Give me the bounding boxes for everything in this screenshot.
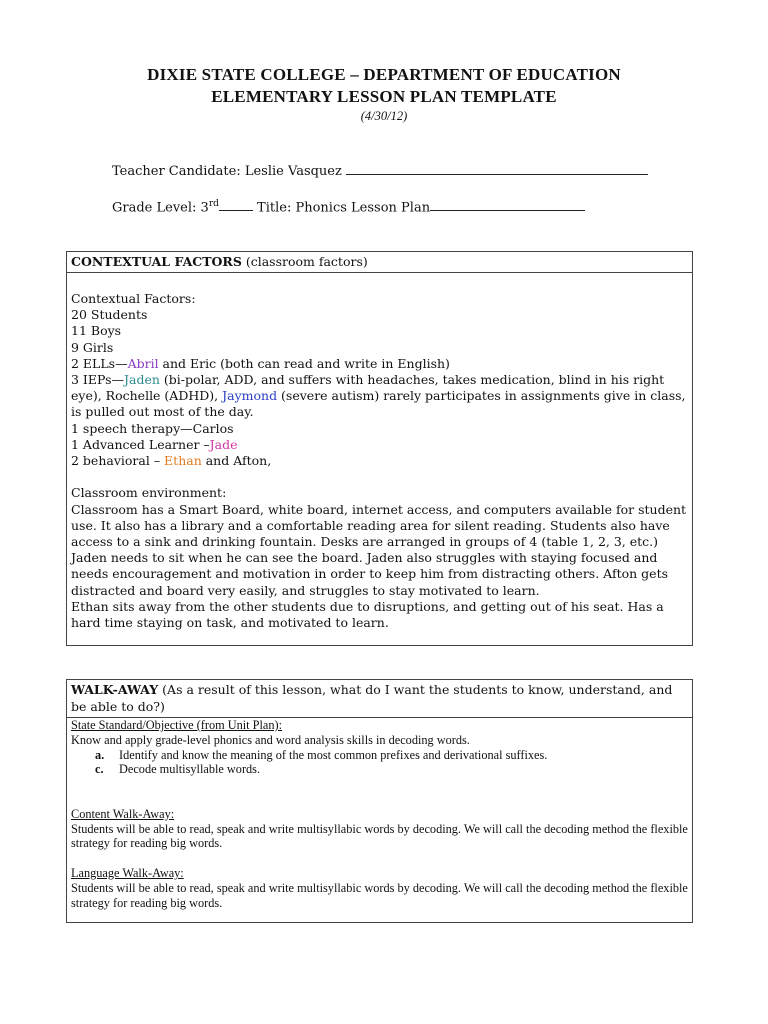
template-title: ELEMENTARY LESSON PLAN TEMPLATE: [211, 87, 557, 106]
walk-away-heading-label: WALK-AWAY: [71, 682, 159, 697]
behavioral-line: [71, 453, 688, 469]
contextual-heading-label: CONTEXTUAL FACTORS: [71, 254, 242, 269]
college-title: DIXIE STATE COLLEGE – DEPARTMENT OF EDUCATION: [147, 65, 621, 84]
contextual-line: 9 Girls: [71, 339, 114, 355]
standard-label: State Standard/Objective (from Unit Plan):: [71, 718, 283, 732]
contextual-line: 11 Boys: [71, 323, 122, 339]
teacher-candidate-field: [112, 163, 648, 179]
contextual-factors-box: [66, 251, 693, 646]
walk-away-box: [66, 679, 693, 923]
grade-underline: [219, 199, 253, 211]
behavioral-suffix: and Afton,: [201, 453, 272, 469]
behavioral-prefix: 2 behavioral –: [71, 453, 165, 469]
language-walk-away-text: Students will be able to read, speak and write multisyllabic words by decoding. We will call the decoding method the flexible strategy for reading big words.: [71, 880, 688, 910]
objective-text: Identify and know the meaning of the most common prefixes and derivational suffixes.: [119, 747, 548, 762]
ethan-notes: Ethan sits away from the other students due to disruptions, and getting out of his seat. Has a hard time staying on task, and motivated to learn.: [71, 598, 664, 631]
environment-label: Classroom environment:: [71, 485, 227, 501]
student-name-jade: Jade: [209, 436, 238, 452]
advanced-prefix: 1 Advanced Learner –: [71, 436, 210, 452]
document-header: [0, 64, 768, 124]
iep-prefix: 3 IEPs—: [71, 372, 124, 388]
title-underline: [430, 199, 585, 211]
student-name-jaymond: Jaymond: [222, 388, 278, 404]
speech-line: 1 speech therapy—Carlos: [71, 420, 234, 436]
contextual-heading-note: (classroom factors): [245, 254, 368, 269]
iep-text-1: (bi-polar, ADD, and suffers with headaches, takes medication, blind in his right eye), Rochelle (ADHD),: [71, 372, 665, 404]
content-walk-away-text: Students will be able to read, speak and write multisyllabic words by decoding. We will call the decoding method the flexible strategy for reading big words.: [71, 821, 688, 851]
ell-prefix: 2 ELLs—: [71, 355, 128, 371]
contextual-line: 20 Students: [71, 307, 148, 323]
title-value: Phonics Lesson Plan: [295, 200, 431, 216]
template-date: (4/30/12): [360, 109, 408, 123]
walk-away-body: [67, 718, 692, 920]
spacer: [71, 777, 688, 792]
objective-item: [71, 762, 688, 777]
iep-text-2: (severe autism) rarely participates in assignments give in class, is pulled out most of the day.: [71, 388, 686, 420]
walk-away-heading-note: (As a result of this lesson, what do I want the students to know, understand, and be able to do?): [71, 682, 673, 714]
objective-marker: a.: [95, 747, 105, 762]
ell-line: [71, 356, 688, 372]
spacer: [71, 851, 688, 866]
ell-suffix: and Eric (both can read and write in English): [158, 355, 450, 371]
student-name-abril: Abril: [127, 355, 159, 371]
student-name-ethan: Ethan: [164, 453, 202, 469]
language-walk-away-label: Language Walk-Away:: [71, 865, 184, 880]
iep-line: [71, 372, 688, 421]
spacer: [71, 792, 688, 807]
walk-away-heading: [67, 680, 692, 718]
spacer: [71, 469, 688, 485]
grade-level-value: 3: [200, 200, 209, 216]
title-label: Title:: [257, 200, 292, 216]
objective-marker: c.: [95, 762, 104, 777]
jaden-notes: Jaden needs to sit when he can see the board. Jaden also struggles with staying focused and needs encouragement and motivation in order to keep him from distracting others. Afton gets distracted and board very easily, and struggles to stay motivated to learn.: [71, 550, 669, 598]
grade-title-field: [112, 199, 585, 215]
environment-text: Classroom has a Smart Board, white board, internet access, and computers available for student use. It also has a library and a comfortable reading area for silent reading. Students also have access to a sink and drinking fountain. Desks are arranged in groups of 4 (table 1, 2, 3, etc.): [71, 501, 687, 550]
teacher-underline: [346, 163, 648, 175]
objective-item: [71, 748, 688, 763]
student-name-jaden: Jaden: [123, 372, 160, 388]
standard-text: Know and apply grade-level phonics and word analysis skills in decoding words.: [71, 732, 470, 747]
grade-level-suffix: rd: [208, 199, 219, 209]
objective-text: Decode multisyllable words.: [119, 762, 261, 777]
contextual-factors-heading: [67, 252, 692, 273]
teacher-candidate-label: Teacher Candidate:: [112, 164, 241, 179]
contextual-factors-body: [67, 273, 692, 639]
advanced-line: [71, 437, 688, 453]
content-walk-away-label: Content Walk-Away:: [71, 806, 175, 821]
grade-level-label: Grade Level:: [112, 200, 197, 216]
teacher-candidate-value: Leslie Vasquez: [244, 164, 342, 179]
contextual-line: Contextual Factors:: [71, 291, 196, 306]
